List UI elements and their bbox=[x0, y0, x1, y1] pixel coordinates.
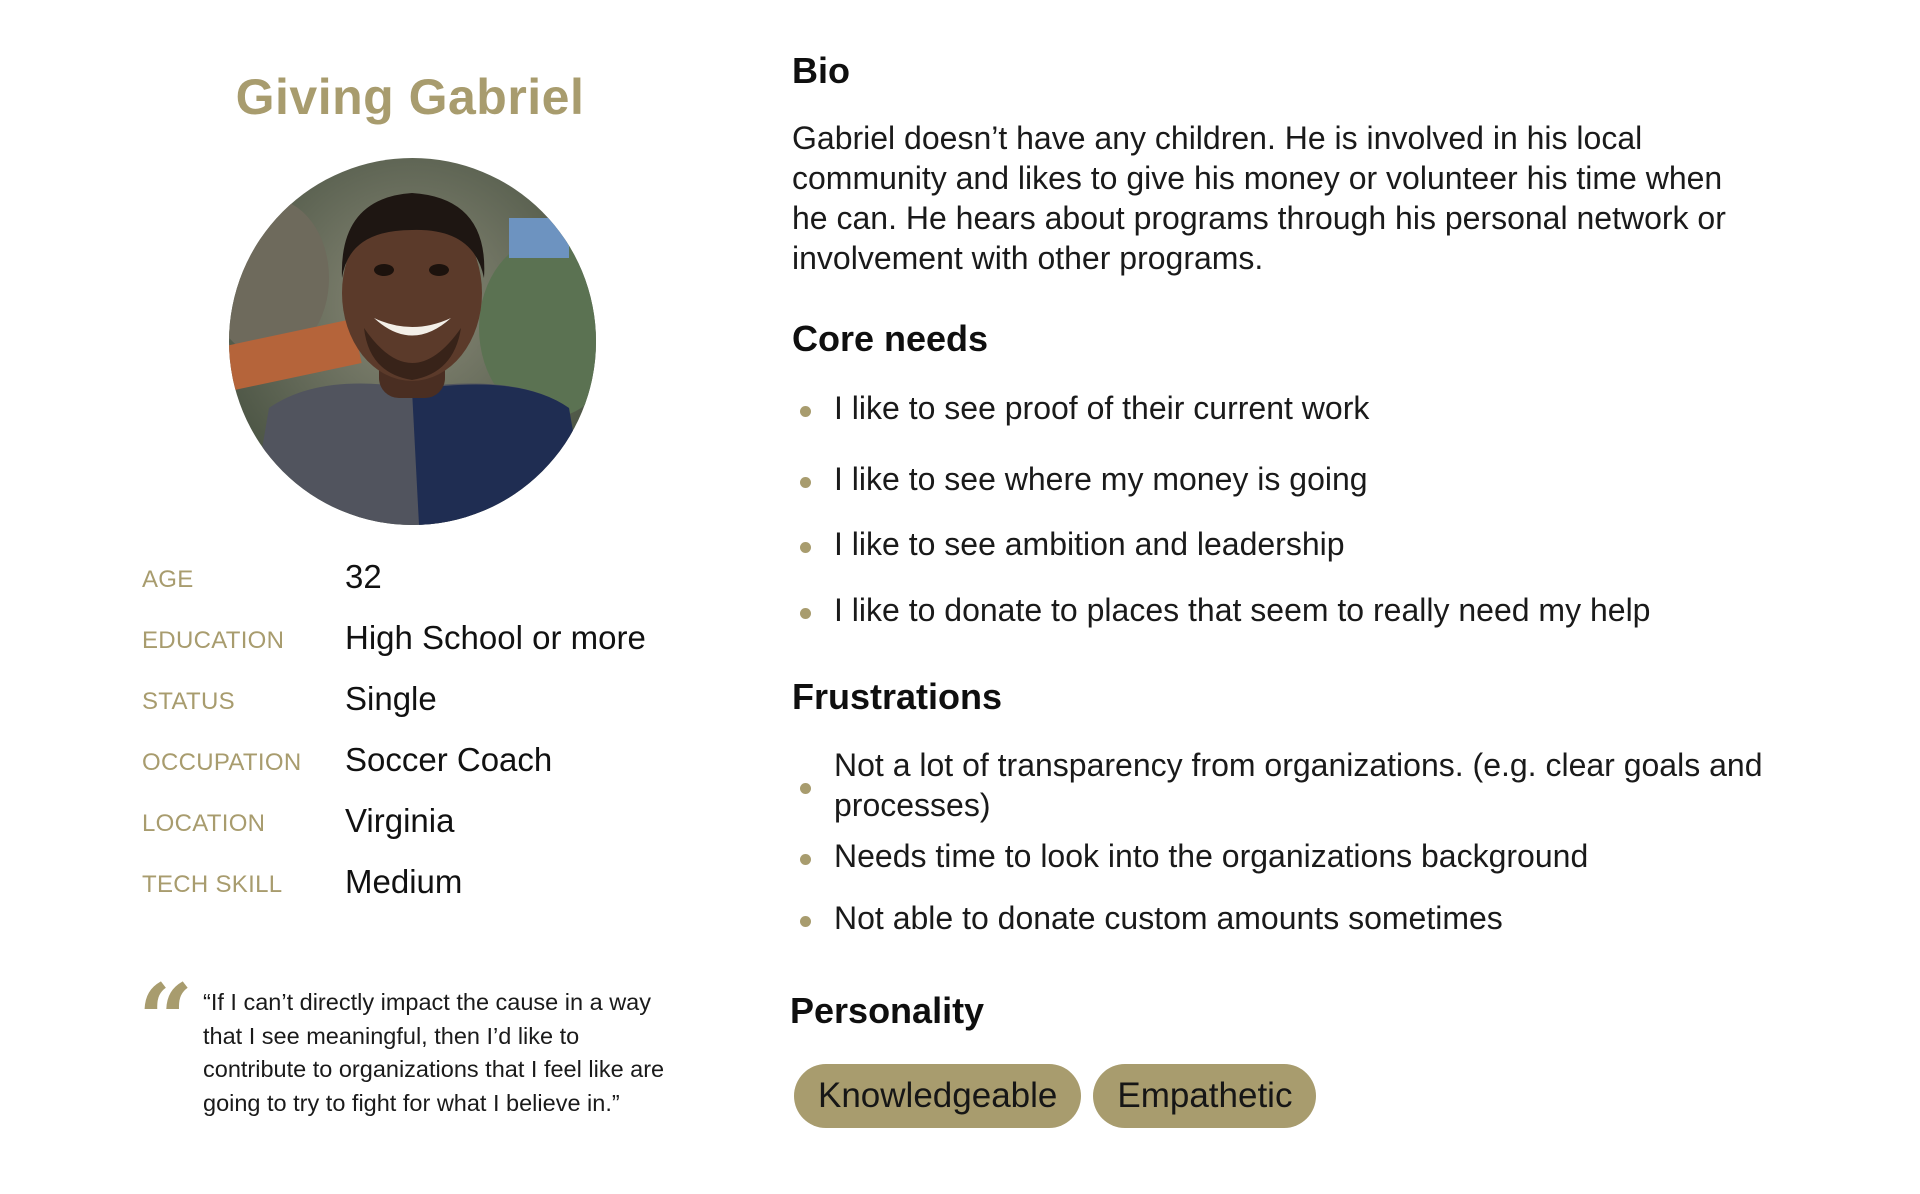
persona-name: Giving Gabriel bbox=[235, 69, 585, 125]
attribute-value: Medium bbox=[345, 863, 463, 900]
quote-mark-icon: “ bbox=[138, 963, 194, 1076]
list-item-text: Not a lot of transparency from organizations. (e.g. clear goals and processes) bbox=[834, 747, 1763, 823]
attribute-label: EDUCATION bbox=[142, 627, 285, 654]
bullet-dot-icon bbox=[800, 608, 811, 619]
attribute-row-status bbox=[142, 680, 742, 741]
attribute-label: OCCUPATION bbox=[142, 749, 302, 776]
bullet-dot-icon bbox=[800, 783, 811, 794]
attribute-value: 32 bbox=[345, 558, 382, 595]
attribute-row-location bbox=[142, 802, 742, 863]
persona-attributes bbox=[142, 558, 742, 924]
bio-heading: Bio bbox=[792, 50, 850, 91]
list-item-text: Needs time to look into the organizations background bbox=[834, 838, 1589, 874]
bullet-dot-icon bbox=[800, 916, 811, 927]
attribute-row-tech-skill bbox=[142, 863, 742, 924]
attribute-row-education bbox=[142, 619, 742, 680]
frustrations-heading: Frustrations bbox=[792, 676, 1003, 717]
list-item-text: I like to see where my money is going bbox=[834, 461, 1368, 497]
persona-details bbox=[792, 0, 1892, 1194]
bullet-dot-icon bbox=[800, 406, 811, 417]
bullet-dot-icon bbox=[800, 477, 811, 488]
core-needs-heading: Core needs bbox=[792, 318, 989, 359]
attribute-value: Virginia bbox=[345, 802, 455, 839]
list-item-text: Not able to donate custom amounts sometimes bbox=[834, 900, 1503, 936]
personality-tag: Knowledgeable bbox=[794, 1064, 1081, 1128]
list-item-text: I like to donate to places that seem to really need my help bbox=[834, 592, 1651, 628]
attribute-label: STATUS bbox=[142, 688, 235, 715]
personality-heading: Personality bbox=[790, 990, 985, 1031]
attribute-label: AGE bbox=[142, 566, 194, 593]
list-item-text: I like to see proof of their current work bbox=[834, 390, 1370, 426]
bio-text: Gabriel doesn’t have any children. He is involved in his local community and likes to give his money or volunteer his time when he can. He hears about programs through his personal network or involvement with other programs. bbox=[792, 120, 1726, 276]
bullet-dot-icon bbox=[800, 854, 811, 865]
attribute-label: TECH SKILL bbox=[142, 871, 283, 898]
quote-text: “If I can’t directly impact the cause in a way that I see meaningful, then I’d like to contribute to organizations that I feel like are going to try to fight for what I believe in.” bbox=[203, 989, 665, 1116]
bullet-dot-icon bbox=[800, 542, 811, 553]
personality-tag: Empathetic bbox=[1093, 1064, 1316, 1128]
portrait-photo bbox=[229, 158, 596, 525]
personality-tags bbox=[794, 1064, 1328, 1128]
list-item-text: I like to see ambition and leadership bbox=[834, 526, 1345, 562]
attribute-label: LOCATION bbox=[142, 810, 266, 837]
attribute-row-occupation bbox=[142, 741, 742, 802]
attribute-value: High School or more bbox=[345, 619, 646, 656]
attribute-row-age bbox=[142, 558, 742, 619]
attribute-value: Single bbox=[345, 680, 437, 717]
attribute-value: Soccer Coach bbox=[345, 741, 553, 778]
persona-profile bbox=[0, 0, 760, 1194]
